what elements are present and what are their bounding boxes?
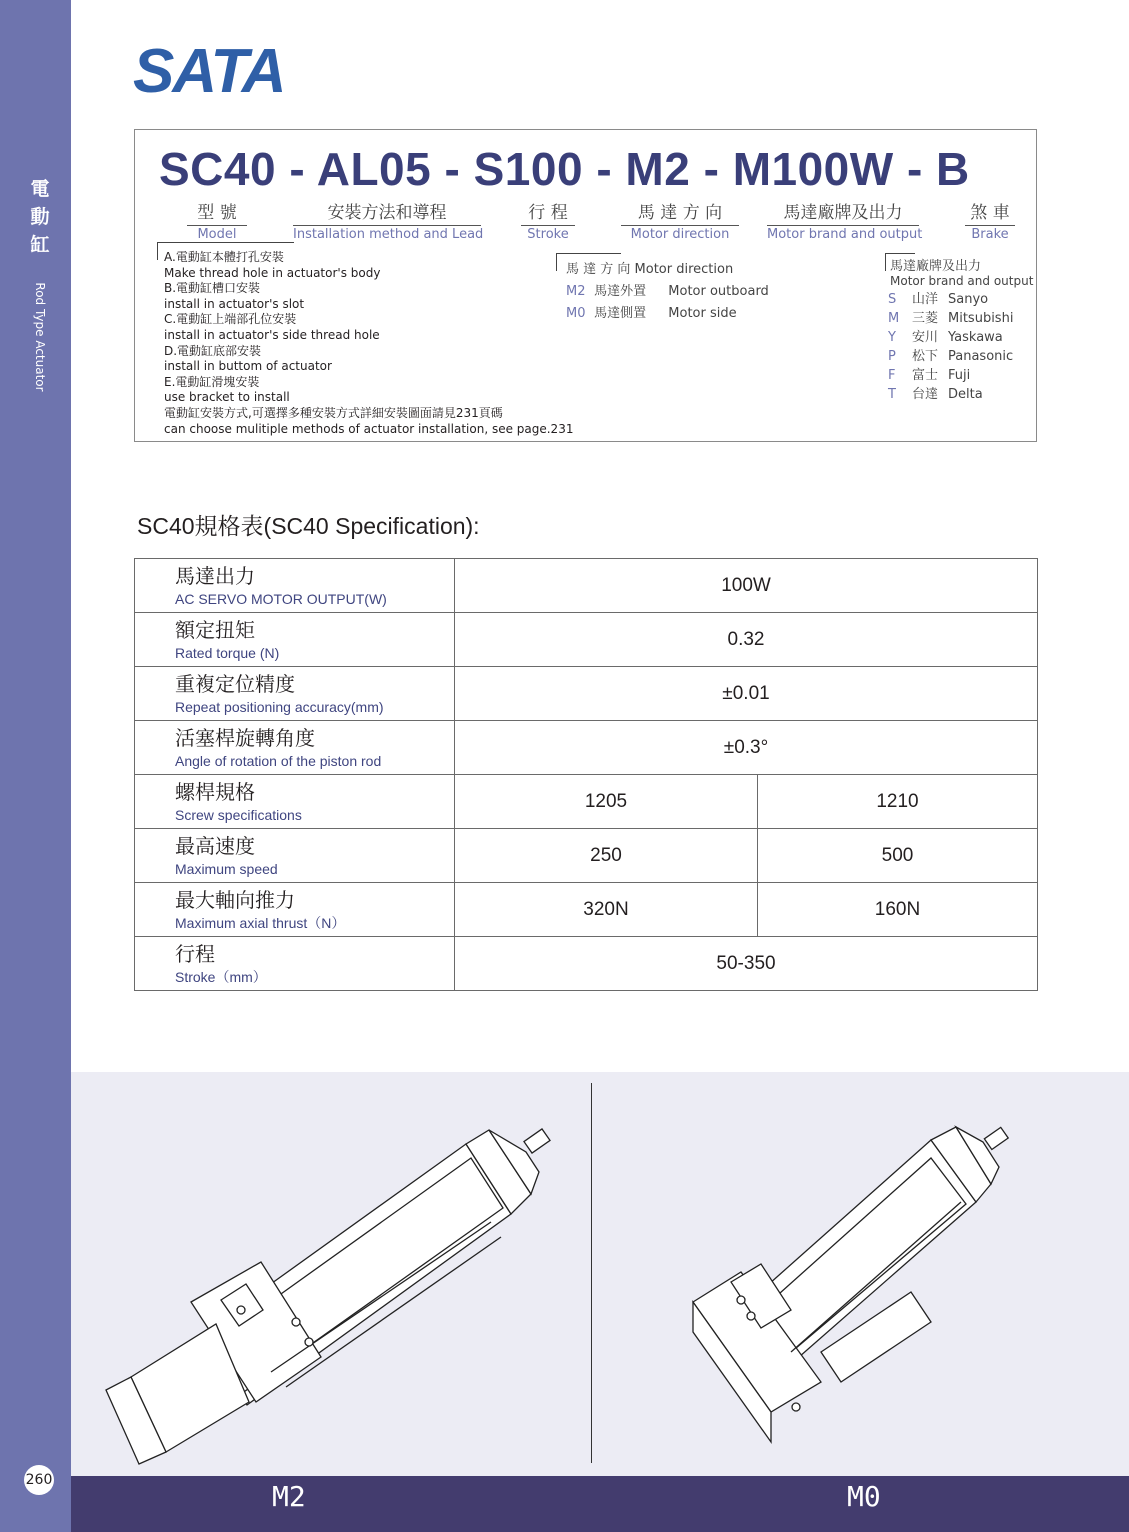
row-label: 活塞桿旋轉角度 Angle of rotation of the piston rod <box>135 721 455 775</box>
segment-brake <box>965 198 1015 242</box>
install-line: D.電動缸底部安裝 <box>164 343 262 358</box>
row-label: 最高速度 Maximum speed <box>135 829 455 883</box>
segment-motor-brand <box>767 198 923 242</box>
row-value: 160N <box>758 883 1038 937</box>
segment-stroke-en: Stroke <box>521 225 575 242</box>
connector-line <box>556 253 557 271</box>
install-line: C.電動缸上端部孔位安裝 <box>164 312 297 327</box>
table-row <box>135 721 1038 775</box>
brand-item: P 松下 Panasonic <box>888 349 1014 364</box>
row-label: 最大軸向推力 Maximum axial thrust（N） <box>135 883 455 937</box>
row-value: 100W <box>455 559 1038 613</box>
sidebar-title-en: Rod Type Actuator <box>33 282 47 392</box>
table-row <box>135 613 1038 667</box>
direction-en: Motor side <box>668 306 737 321</box>
row-label: 行程 Stroke（mm） <box>135 937 455 991</box>
direction-code: M0 <box>566 306 586 321</box>
row-value: 500 <box>758 829 1038 883</box>
svg-text:SATA: SATA <box>133 38 285 98</box>
sidebar-title-cn: 電 動 缸 <box>30 178 50 256</box>
figure-label-m0: M0 <box>847 1480 881 1513</box>
table-row <box>135 829 1038 883</box>
install-description <box>164 250 573 437</box>
segment-motor-direction <box>621 198 739 242</box>
table-row <box>135 559 1038 613</box>
table-row <box>135 775 1038 829</box>
brand-item: M 三菱 Mitsubishi <box>888 311 1014 326</box>
segment-model-cn: 型 號 <box>197 203 237 223</box>
install-line: B.電動缸槽口安裝 <box>164 281 261 296</box>
segment-brake-en: Brake <box>965 225 1015 242</box>
brand-list <box>888 290 1013 404</box>
row-value: ±0.3° <box>455 721 1038 775</box>
brand-item: F 富士 Fuji <box>888 368 971 383</box>
connector-line <box>157 242 294 243</box>
connector-line <box>556 253 621 254</box>
install-line: A.電動缸本體打孔安裝 <box>164 250 284 264</box>
direction-en: Motor outboard <box>668 284 769 299</box>
brand-item: S 山洋 Sanyo <box>888 292 989 307</box>
page-number: 260 <box>24 1465 54 1495</box>
brand-heading-cn: 馬達廠牌及出力 <box>890 259 982 274</box>
direction-code: M2 <box>566 284 586 299</box>
figure-divider <box>591 1083 592 1463</box>
install-line: install in buttom of actuator <box>164 359 332 374</box>
segment-model <box>187 198 247 242</box>
install-line: install in actuator's side thread hole <box>164 327 380 342</box>
install-line: install in actuator's slot <box>164 296 305 311</box>
segment-motor-brand-en: Motor brand and output <box>767 227 923 242</box>
row-value: 320N <box>455 883 758 937</box>
segment-brake-cn: 煞 車 <box>970 203 1010 223</box>
spec-title: SC40規格表(SC40 Specification): <box>137 513 480 539</box>
brand-item: T 台達 Delta <box>888 387 983 402</box>
brand-item: Y 安川 Yaskawa <box>888 330 1003 345</box>
segment-install-cn: 安裝方法和導程 <box>327 203 447 223</box>
install-line: Make thread hole in actuator's body <box>164 265 381 280</box>
table-row <box>135 667 1038 721</box>
brand-heading-en: Motor brand and output <box>890 274 1034 288</box>
spec-table <box>134 558 1038 991</box>
model-code-box <box>134 129 1037 442</box>
install-line: E.電動缸滑塊安裝 <box>164 374 260 389</box>
direction-item <box>566 280 769 299</box>
direction-item <box>566 302 737 321</box>
connector-line <box>885 253 915 254</box>
segment-install <box>293 198 484 242</box>
row-label: 重複定位精度 Repeat positioning accuracy(mm) <box>135 667 455 721</box>
connector-line <box>157 242 158 260</box>
segment-motor-direction-cn: 馬 達 方 向 <box>637 203 723 223</box>
install-line: 電動缸安裝方式,可選擇多種安裝方式詳細安裝圖面請見231頁碼 <box>164 405 503 420</box>
row-value: 0.32 <box>455 613 1038 667</box>
direction-heading: 馬 達 方 向 Motor direction <box>566 262 734 277</box>
table-row <box>135 937 1038 991</box>
row-value: 1210 <box>758 775 1038 829</box>
install-line: can choose mulitiple methods of actuator installation, see page.231 <box>164 421 574 436</box>
actuator-m2-drawing <box>71 1072 591 1476</box>
row-label: 馬達出力 AC SERVO MOTOR OUTPUT(W) <box>135 559 455 613</box>
segment-stroke-cn: 行 程 <box>528 203 568 223</box>
figure-label-m2: M2 <box>272 1480 306 1513</box>
bottom-bar <box>71 1476 1129 1532</box>
sidebar <box>0 0 71 1532</box>
row-value: ±0.01 <box>455 667 1038 721</box>
product-drawing-area <box>71 1072 1129 1476</box>
segment-model-en: Model <box>187 225 247 242</box>
segment-stroke <box>521 198 575 242</box>
actuator-m0-drawing <box>611 1072 1111 1476</box>
install-line: use bracket to install <box>164 390 290 405</box>
segment-install-en: Installation method and Lead <box>293 227 484 242</box>
direction-cn: 馬達側置 <box>594 306 647 321</box>
row-value: 250 <box>455 829 758 883</box>
segment-motor-direction-en: Motor direction <box>621 225 739 242</box>
row-value: 1205 <box>455 775 758 829</box>
row-value: 50-350 <box>455 937 1038 991</box>
table-row <box>135 883 1038 937</box>
direction-cn: 馬達外置 <box>594 284 647 299</box>
model-code-title: SC40 - AL05 - S100 - M2 - M100W - B <box>159 143 970 195</box>
sata-logo <box>133 38 303 98</box>
segment-motor-brand-cn: 馬達廠牌及出力 <box>783 203 903 223</box>
connector-line <box>885 253 886 271</box>
row-label: 螺桿規格 Screw specifications <box>135 775 455 829</box>
row-label: 額定扭矩 Rated torque (N) <box>135 613 455 667</box>
